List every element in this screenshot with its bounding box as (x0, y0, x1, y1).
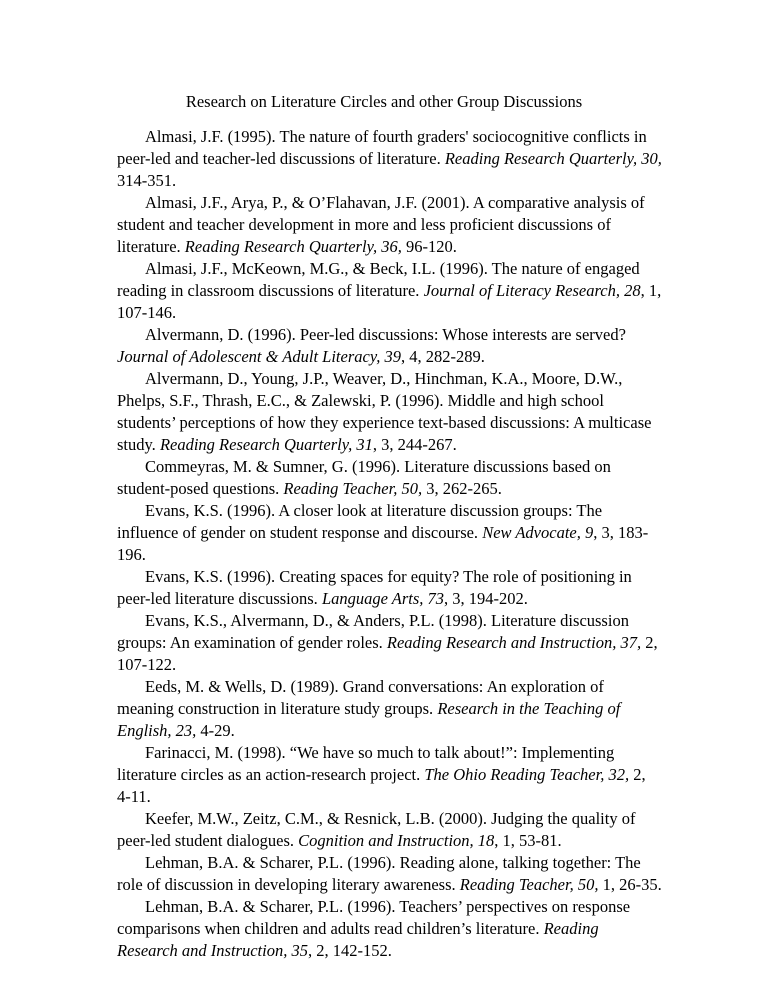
reference-citation: Evans, K.S. (1996). A closer look at literature discussion groups: The influence of gender on student response and discourse. (117, 501, 603, 542)
reference-citation: Lehman, B.A. & Scharer, P.L. (1996). Reading alone, talking together: The role of discussion in developing literary awareness. (117, 853, 641, 894)
reference-volume-pages: 4-29. (196, 721, 235, 740)
reference-citation: Alvermann, D., Young, J.P., Weaver, D., Hinchman, K.A., Moore, D.W., Phelps, S.F., Thrash, E.C., & Zalewski, P. (1996). Middle and high school students’ perceptions of how they experience text-based discussions: A multicase study. (117, 369, 652, 454)
reference-citation: Almasi, J.F., McKeown, M.G., & Beck, I.L. (1996). The nature of engaged reading in classroom discussions of literature. (117, 259, 640, 300)
reference-entry (117, 500, 662, 566)
reference-entry (117, 610, 662, 676)
reference-entry (117, 742, 662, 808)
reference-citation: Evans, K.S., Alvermann, D., & Anders, P.L. (1998). Literature discussion groups: An examination of gender roles. (117, 611, 629, 652)
reference-journal: Language Arts, 73 (321, 589, 445, 608)
reference-citation: Eeds, M. & Wells, D. (1989). Grand conversations: An exploration of meaning construction in literature study groups. (117, 677, 604, 718)
reference-volume-pages: , 1, 53-81. (494, 831, 562, 850)
reference-citation: Farinacci, M. (1998). “We have so much to talk about!”: Implementing literature circles as an action-research project. (117, 743, 615, 784)
reference-volume-pages: , 1, 107-146. (117, 281, 662, 322)
reference-journal: Reading Research and Instruction, 37, (386, 633, 642, 652)
reference-journal: Journal of Literacy Research, 28 (423, 281, 641, 300)
reference-journal: Research in the Teaching of English, 23, (117, 699, 621, 740)
reference-citation: Lehman, B.A. & Scharer, P.L. (1996). Teachers’ perspectives on response comparisons when children and adults read children’s literature. (117, 897, 631, 938)
reference-list (117, 126, 662, 962)
reference-volume-pages: , 3, 194-202. (444, 589, 528, 608)
reference-entry (117, 566, 662, 610)
reference-entry (117, 456, 662, 500)
reference-entry (117, 324, 662, 368)
reference-entry (117, 258, 662, 324)
reference-volume-pages: , 4, 282-289. (401, 347, 485, 366)
reference-volume-pages: 1, 26-35. (598, 875, 662, 894)
reference-volume-pages: , 3, 183-196. (117, 523, 649, 564)
reference-volume-pages: 2, 4-11. (117, 765, 646, 806)
reference-volume-pages: , 3, 244-267. (372, 435, 457, 454)
reference-volume-pages: 3, 262-265. (422, 479, 502, 498)
page-title: Research on Literature Circles and other Group Discussions (185, 92, 583, 111)
reference-volume-pages: 2, 107-122. (117, 633, 658, 674)
reference-volume-pages: 96-120. (401, 237, 457, 256)
reference-citation: Almasi, J.F. (1995). The nature of fourth graders' sociocognitive conflicts in peer-led and teacher-led discussions of literature. (117, 127, 647, 168)
reference-citation: Evans, K.S. (1996). Creating spaces for equity? The role of positioning in peer-led literature discussions. (117, 567, 632, 608)
reference-entry (117, 896, 662, 962)
reference-journal: Cognition and Instruction, 18 (298, 831, 495, 850)
reference-journal: New Advocate, 9 (482, 523, 594, 542)
reference-entry (117, 852, 662, 896)
reference-journal: Reading Research Quarterly, 36, (184, 237, 402, 256)
reference-volume-pages: 314-351. (117, 171, 177, 190)
reference-entry (117, 808, 662, 852)
reference-entry (117, 126, 662, 192)
reference-journal: Reading Research and Instruction, 35 (117, 919, 599, 960)
reference-citation: Commeyras, M. & Sumner, G. (1996). Literature discussions based on student-posed questions. (117, 457, 611, 498)
reference-journal: Reading Research Quarterly, 31 (159, 435, 373, 454)
reference-entry (117, 368, 662, 456)
reference-journal: Journal of Adolescent & Adult Literacy, 39 (117, 347, 401, 366)
reference-journal: Reading Teacher, 50, (459, 875, 599, 894)
reference-journal: Reading Research Quarterly, 30, (444, 149, 662, 168)
reference-volume-pages: , 2, 142-152. (307, 941, 392, 960)
reference-citation: Alvermann, D. (1996). Peer-led discussions: Whose interests are served? (145, 325, 626, 344)
reference-entry (117, 676, 662, 742)
reference-citation: Almasi, J.F., Arya, P., & O’Flahavan, J.F. (2001). A comparative analysis of student and teacher development in more and less proficient discussions of literature. (117, 193, 645, 256)
reference-journal: The Ohio Reading Teacher, 32, (424, 765, 630, 784)
reference-entry (117, 192, 662, 258)
reference-citation: Keefer, M.W., Zeitz, C.M., & Resnick, L.B. (2000). Judging the quality of peer-led student dialogues. (117, 809, 636, 850)
reference-journal: Reading Teacher, 50, (283, 479, 423, 498)
